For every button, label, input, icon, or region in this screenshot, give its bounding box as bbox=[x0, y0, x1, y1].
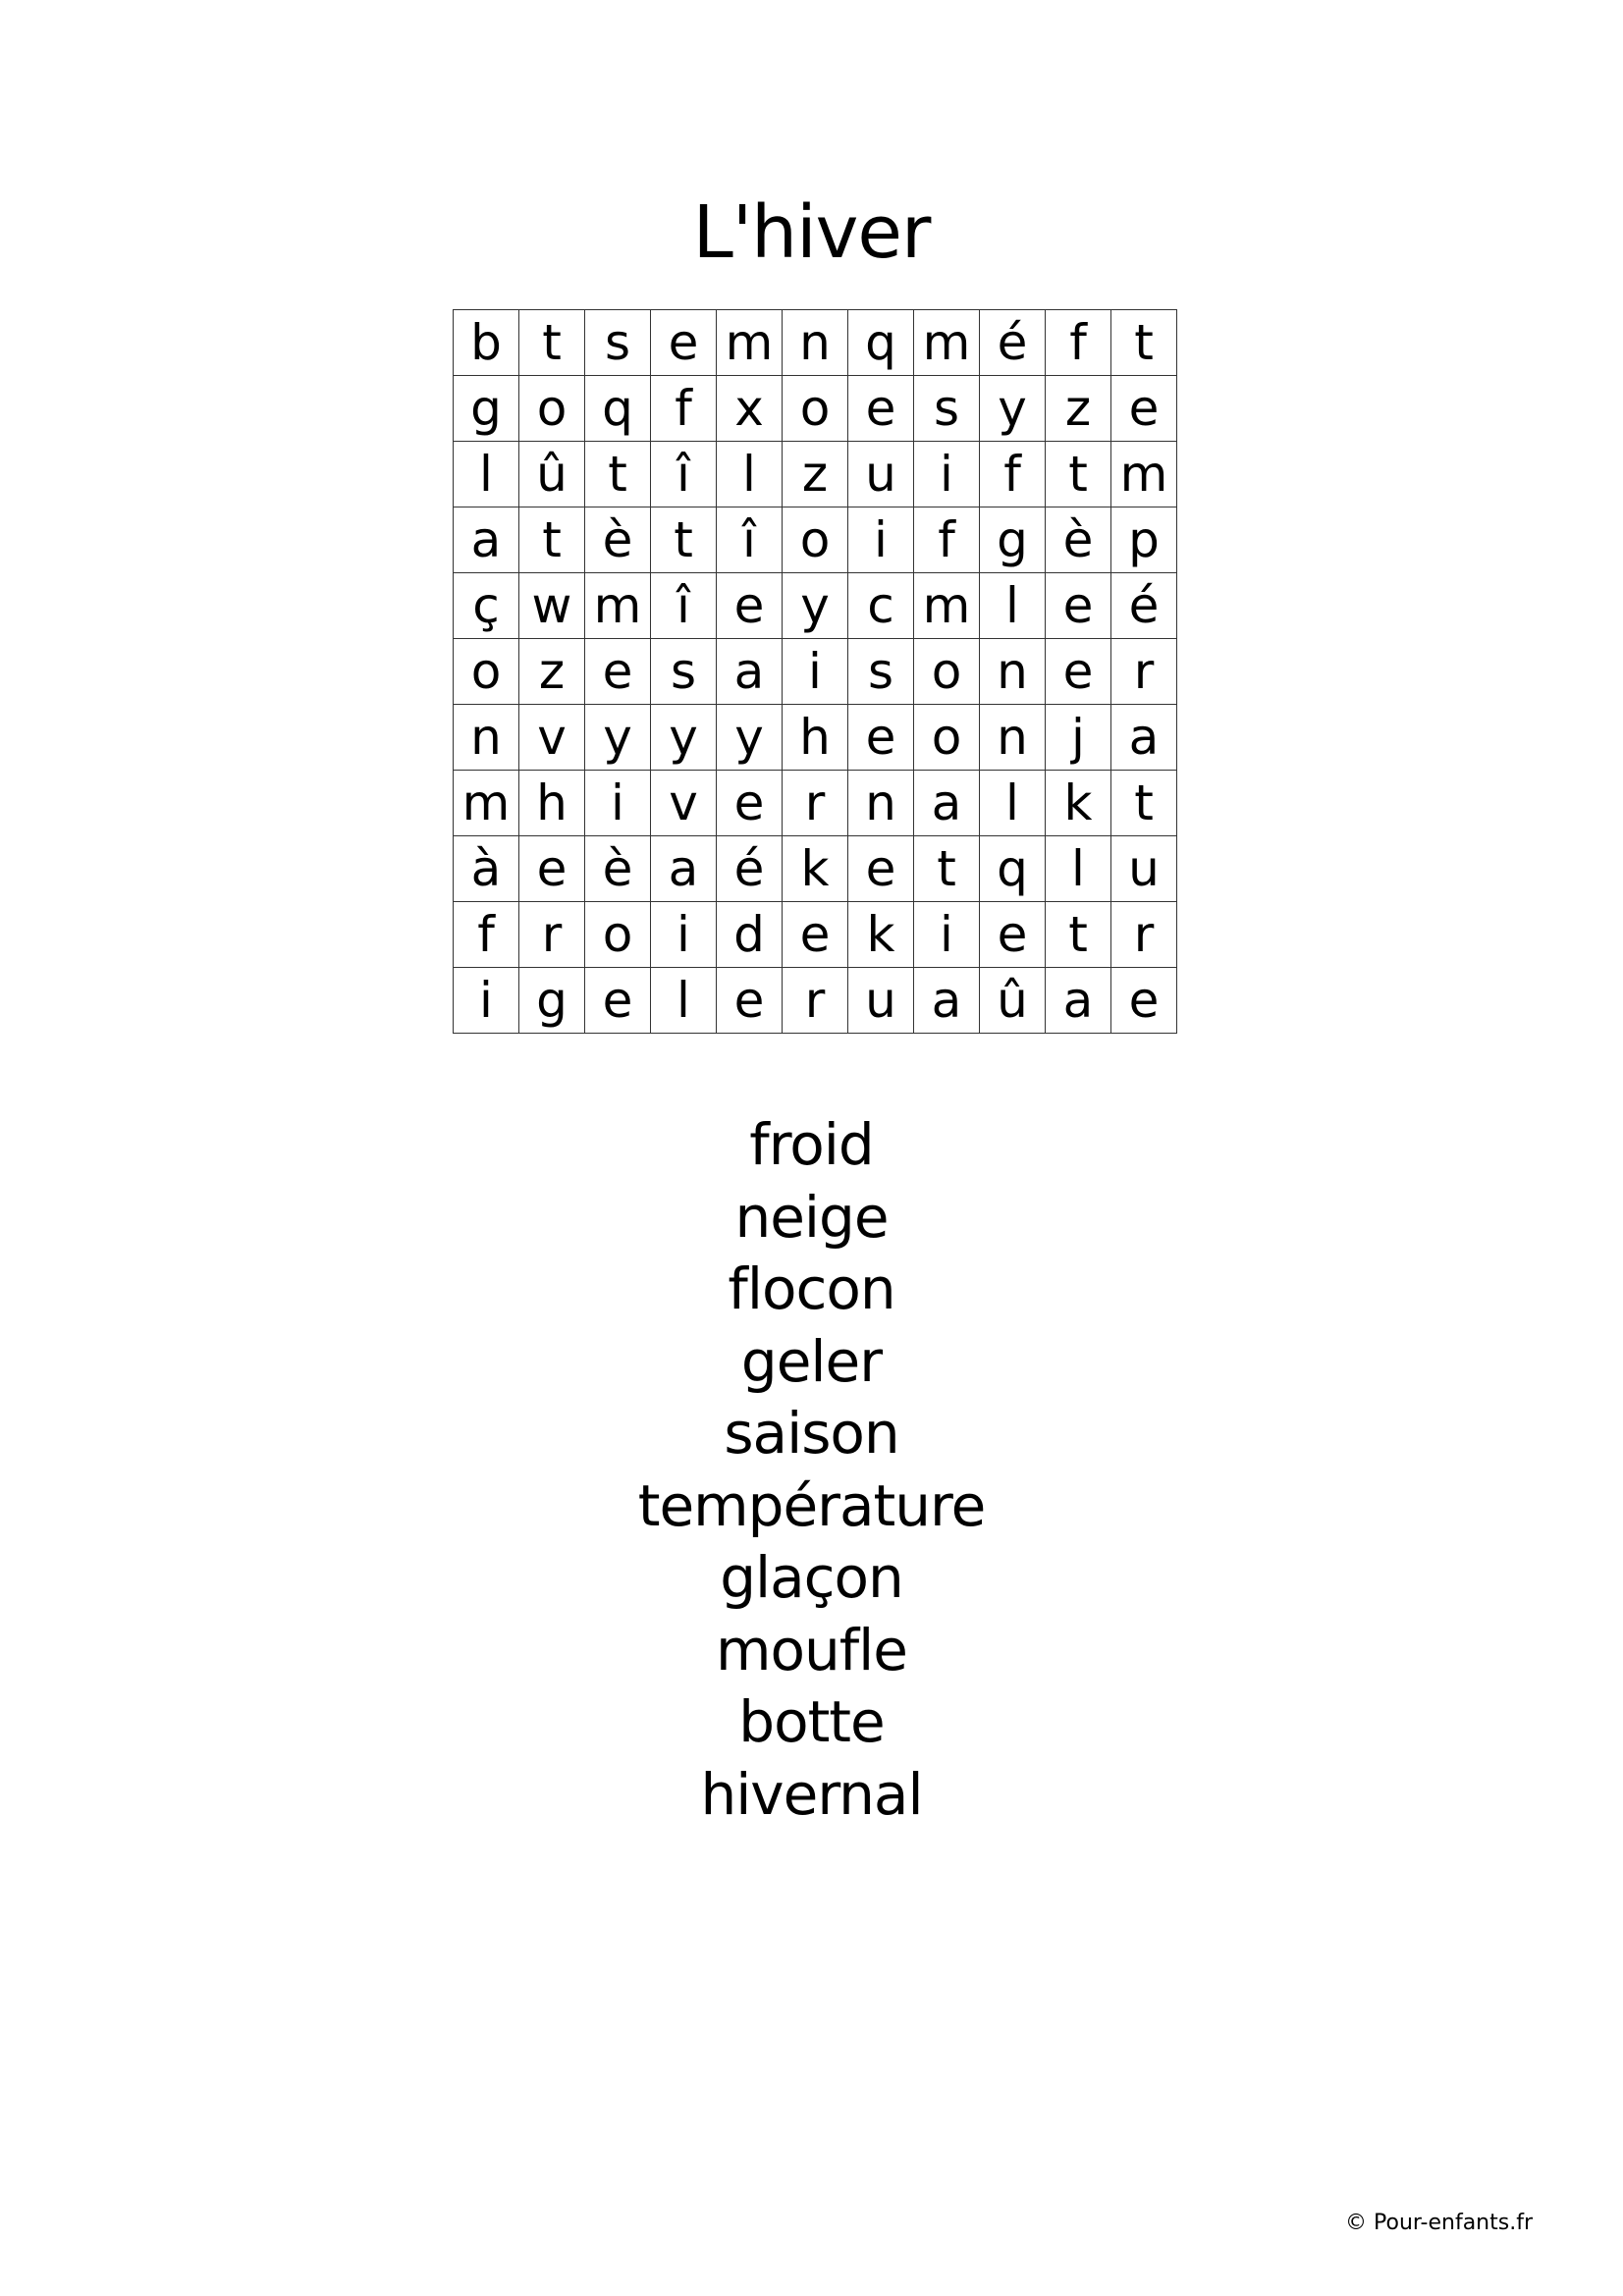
grid-cell[interactable]: r bbox=[1111, 902, 1177, 968]
grid-cell[interactable]: t bbox=[651, 507, 717, 573]
grid-cell[interactable]: e bbox=[651, 310, 717, 376]
grid-cell[interactable]: m bbox=[914, 310, 980, 376]
grid-cell[interactable]: r bbox=[783, 968, 848, 1034]
word-list-item: température bbox=[637, 1471, 986, 1539]
grid-row bbox=[454, 705, 1177, 771]
grid-cell[interactable]: f bbox=[651, 376, 717, 442]
grid-cell[interactable]: v bbox=[519, 705, 585, 771]
grid-cell[interactable]: m bbox=[914, 573, 980, 639]
grid-cell[interactable]: v bbox=[651, 771, 717, 836]
grid-cell[interactable]: l bbox=[980, 771, 1046, 836]
grid-cell[interactable]: m bbox=[454, 771, 519, 836]
grid-cell[interactable]: e bbox=[848, 376, 914, 442]
grid-cell[interactable]: é bbox=[717, 836, 783, 902]
grid-cell[interactable]: è bbox=[585, 836, 651, 902]
word-list-item: geler bbox=[740, 1327, 883, 1395]
grid-cell[interactable]: r bbox=[1111, 639, 1177, 705]
grid-cell[interactable]: t bbox=[1046, 442, 1111, 507]
grid-cell[interactable]: c bbox=[848, 573, 914, 639]
grid-cell[interactable]: e bbox=[717, 968, 783, 1034]
grid-cell[interactable]: s bbox=[848, 639, 914, 705]
grid-cell[interactable]: l bbox=[1046, 836, 1111, 902]
grid-cell[interactable]: a bbox=[914, 771, 980, 836]
grid-cell[interactable]: b bbox=[454, 310, 519, 376]
grid-cell[interactable]: l bbox=[454, 442, 519, 507]
grid-cell[interactable]: t bbox=[519, 310, 585, 376]
grid-cell[interactable]: t bbox=[585, 442, 651, 507]
grid-cell[interactable]: y bbox=[585, 705, 651, 771]
grid-cell[interactable]: x bbox=[717, 376, 783, 442]
grid-cell[interactable]: e bbox=[1046, 639, 1111, 705]
grid-cell[interactable]: e bbox=[1046, 573, 1111, 639]
grid-cell[interactable]: k bbox=[848, 902, 914, 968]
grid-cell[interactable]: n bbox=[980, 639, 1046, 705]
grid-row bbox=[454, 310, 1177, 376]
grid-cell[interactable]: i bbox=[914, 442, 980, 507]
grid-cell[interactable]: f bbox=[454, 902, 519, 968]
grid-row bbox=[454, 507, 1177, 573]
grid-cell[interactable]: o bbox=[914, 639, 980, 705]
grid-row bbox=[454, 376, 1177, 442]
grid-cell[interactable]: m bbox=[1111, 442, 1177, 507]
grid-cell[interactable]: q bbox=[848, 310, 914, 376]
word-list-item: saison bbox=[724, 1400, 899, 1467]
grid-cell[interactable]: q bbox=[980, 836, 1046, 902]
grid-cell[interactable]: e bbox=[519, 836, 585, 902]
grid-cell[interactable]: e bbox=[848, 705, 914, 771]
grid-cell[interactable]: i bbox=[454, 968, 519, 1034]
grid-cell[interactable]: l bbox=[980, 573, 1046, 639]
grid-cell[interactable]: t bbox=[914, 836, 980, 902]
grid-cell[interactable]: o bbox=[783, 507, 848, 573]
word-list-item: botte bbox=[738, 1688, 885, 1755]
grid-cell[interactable]: m bbox=[585, 573, 651, 639]
grid-cell[interactable]: p bbox=[1111, 507, 1177, 573]
grid-cell[interactable]: é bbox=[1111, 573, 1177, 639]
word-list-item: froid bbox=[749, 1111, 874, 1178]
word-list-item: glaçon bbox=[720, 1544, 903, 1611]
grid-cell[interactable]: u bbox=[1111, 836, 1177, 902]
grid-row bbox=[454, 771, 1177, 836]
grid-cell[interactable]: a bbox=[914, 968, 980, 1034]
grid-cell[interactable]: u bbox=[848, 442, 914, 507]
grid-cell[interactable]: k bbox=[783, 836, 848, 902]
grid-cell[interactable]: d bbox=[717, 902, 783, 968]
grid-cell[interactable]: à bbox=[454, 836, 519, 902]
grid-cell[interactable]: o bbox=[585, 902, 651, 968]
grid-cell[interactable]: î bbox=[651, 442, 717, 507]
grid-cell[interactable]: s bbox=[914, 376, 980, 442]
grid-cell[interactable]: o bbox=[783, 376, 848, 442]
grid-cell[interactable]: r bbox=[783, 771, 848, 836]
grid-row bbox=[454, 836, 1177, 902]
grid-cell[interactable]: è bbox=[585, 507, 651, 573]
grid-cell[interactable]: s bbox=[585, 310, 651, 376]
grid-cell[interactable]: n bbox=[454, 705, 519, 771]
word-list-item: hivernal bbox=[700, 1760, 923, 1828]
grid-row bbox=[454, 573, 1177, 639]
grid-cell[interactable]: z bbox=[783, 442, 848, 507]
grid-cell[interactable]: z bbox=[519, 639, 585, 705]
grid-cell[interactable]: a bbox=[717, 639, 783, 705]
grid-cell[interactable]: i bbox=[914, 902, 980, 968]
grid-cell[interactable]: u bbox=[848, 968, 914, 1034]
grid-row bbox=[454, 968, 1177, 1034]
grid-cell[interactable]: e bbox=[1111, 376, 1177, 442]
grid-cell[interactable]: q bbox=[585, 376, 651, 442]
grid-cell[interactable]: g bbox=[454, 376, 519, 442]
grid-cell[interactable]: e bbox=[717, 771, 783, 836]
grid-cell[interactable]: o bbox=[914, 705, 980, 771]
grid-cell[interactable]: e bbox=[1111, 968, 1177, 1034]
grid-cell[interactable]: s bbox=[651, 639, 717, 705]
word-search-grid bbox=[453, 309, 1177, 1034]
grid-row bbox=[454, 442, 1177, 507]
grid-cell[interactable]: i bbox=[848, 507, 914, 573]
grid-cell[interactable]: l bbox=[651, 968, 717, 1034]
grid-cell[interactable]: i bbox=[783, 639, 848, 705]
grid-cell[interactable]: n bbox=[783, 310, 848, 376]
grid-cell[interactable]: t bbox=[519, 507, 585, 573]
grid-cell[interactable]: o bbox=[454, 639, 519, 705]
grid-cell[interactable]: g bbox=[519, 968, 585, 1034]
grid-cell[interactable]: a bbox=[1111, 705, 1177, 771]
grid-cell[interactable]: j bbox=[1046, 705, 1111, 771]
grid-cell[interactable]: î bbox=[651, 573, 717, 639]
grid-cell[interactable]: y bbox=[783, 573, 848, 639]
grid-cell[interactable]: h bbox=[519, 771, 585, 836]
grid-cell[interactable]: w bbox=[519, 573, 585, 639]
grid-cell[interactable]: e bbox=[585, 639, 651, 705]
grid-cell[interactable]: é bbox=[980, 310, 1046, 376]
grid-cell[interactable]: f bbox=[914, 507, 980, 573]
word-list-item: neige bbox=[734, 1183, 889, 1251]
grid-cell[interactable]: e bbox=[585, 968, 651, 1034]
grid-cell[interactable]: r bbox=[519, 902, 585, 968]
grid-cell[interactable]: n bbox=[980, 705, 1046, 771]
grid-cell[interactable]: e bbox=[980, 902, 1046, 968]
grid-cell[interactable]: î bbox=[717, 507, 783, 573]
grid-cell[interactable]: e bbox=[848, 836, 914, 902]
grid-cell[interactable]: g bbox=[980, 507, 1046, 573]
grid-cell[interactable]: n bbox=[848, 771, 914, 836]
word-list bbox=[0, 1109, 1623, 1831]
grid-cell[interactable]: y bbox=[717, 705, 783, 771]
grid-cell[interactable]: t bbox=[1111, 771, 1177, 836]
grid-cell[interactable]: y bbox=[651, 705, 717, 771]
grid-row bbox=[454, 639, 1177, 705]
grid-cell[interactable]: h bbox=[783, 705, 848, 771]
grid-cell[interactable]: i bbox=[585, 771, 651, 836]
grid-cell[interactable]: ç bbox=[454, 573, 519, 639]
copyright-notice: © Pour-enfants.fr bbox=[1345, 2211, 1533, 2235]
word-list-item: moufle bbox=[716, 1616, 907, 1683]
grid-cell[interactable]: i bbox=[651, 902, 717, 968]
grid-cell[interactable]: a bbox=[454, 507, 519, 573]
grid-cell[interactable]: e bbox=[717, 573, 783, 639]
grid-cell[interactable]: a bbox=[1046, 968, 1111, 1034]
grid-cell[interactable]: l bbox=[717, 442, 783, 507]
grid-cell[interactable]: k bbox=[1046, 771, 1111, 836]
grid-row bbox=[454, 902, 1177, 968]
grid-cell[interactable]: m bbox=[717, 310, 783, 376]
word-list-item: flocon bbox=[728, 1255, 895, 1322]
page-title: L'hiver bbox=[692, 190, 931, 275]
grid-cell[interactable]: y bbox=[980, 376, 1046, 442]
grid-cell[interactable]: û bbox=[980, 968, 1046, 1034]
grid-cell[interactable]: z bbox=[1046, 376, 1111, 442]
grid-cell[interactable]: t bbox=[1111, 310, 1177, 376]
grid-cell[interactable]: f bbox=[980, 442, 1046, 507]
grid-cell[interactable]: û bbox=[519, 442, 585, 507]
grid-cell[interactable]: a bbox=[651, 836, 717, 902]
grid-cell[interactable]: e bbox=[783, 902, 848, 968]
grid-cell[interactable]: o bbox=[519, 376, 585, 442]
grid-cell[interactable]: è bbox=[1046, 507, 1111, 573]
grid-cell[interactable]: t bbox=[1046, 902, 1111, 968]
grid-cell[interactable]: f bbox=[1046, 310, 1111, 376]
